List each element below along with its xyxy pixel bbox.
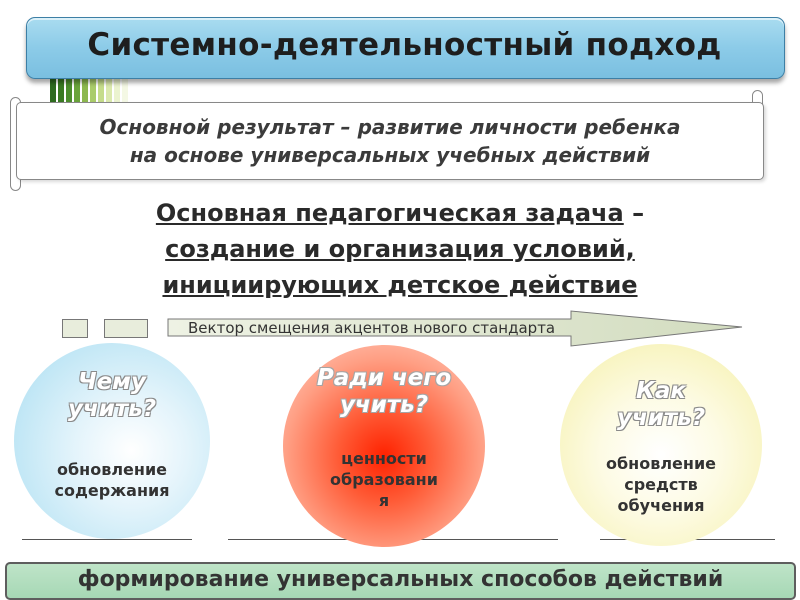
how-to-teach-answer: обновление средств обучения [605, 454, 717, 515]
result-text [22, 113, 758, 169]
what-to-teach-answer: обновление содержания [54, 460, 170, 500]
arrow-square-1 [62, 319, 88, 338]
task-heading [40, 195, 760, 303]
result-line-2: на основе универсальных учебных действий [129, 143, 651, 167]
why-teach-question: Ради чего учить? [316, 365, 452, 418]
result-line-1: Основной результат – развитие личности ребенка [99, 115, 681, 139]
what-to-teach-question: Чему учить? [67, 369, 157, 422]
arrow-square-2 [104, 319, 148, 338]
bottom-text: формирование универсальных способов действий [77, 567, 724, 592]
task-line-3: инициирующих детское действие [162, 271, 638, 299]
divider-left [22, 539, 192, 540]
arrow-label: Вектор смещения акцентов нового стандарта [188, 319, 556, 337]
task-line-1-dash: – [623, 199, 645, 227]
page-title: Системно-деятельностный подход [87, 27, 722, 63]
task-line-2: создание и организация условий, [165, 235, 635, 263]
task-line-1-underlined: Основная педагогическая задача [155, 199, 624, 227]
how-to-teach-question: Как учить? [616, 378, 706, 431]
why-teach-answer: ценности образовани я [330, 449, 438, 510]
